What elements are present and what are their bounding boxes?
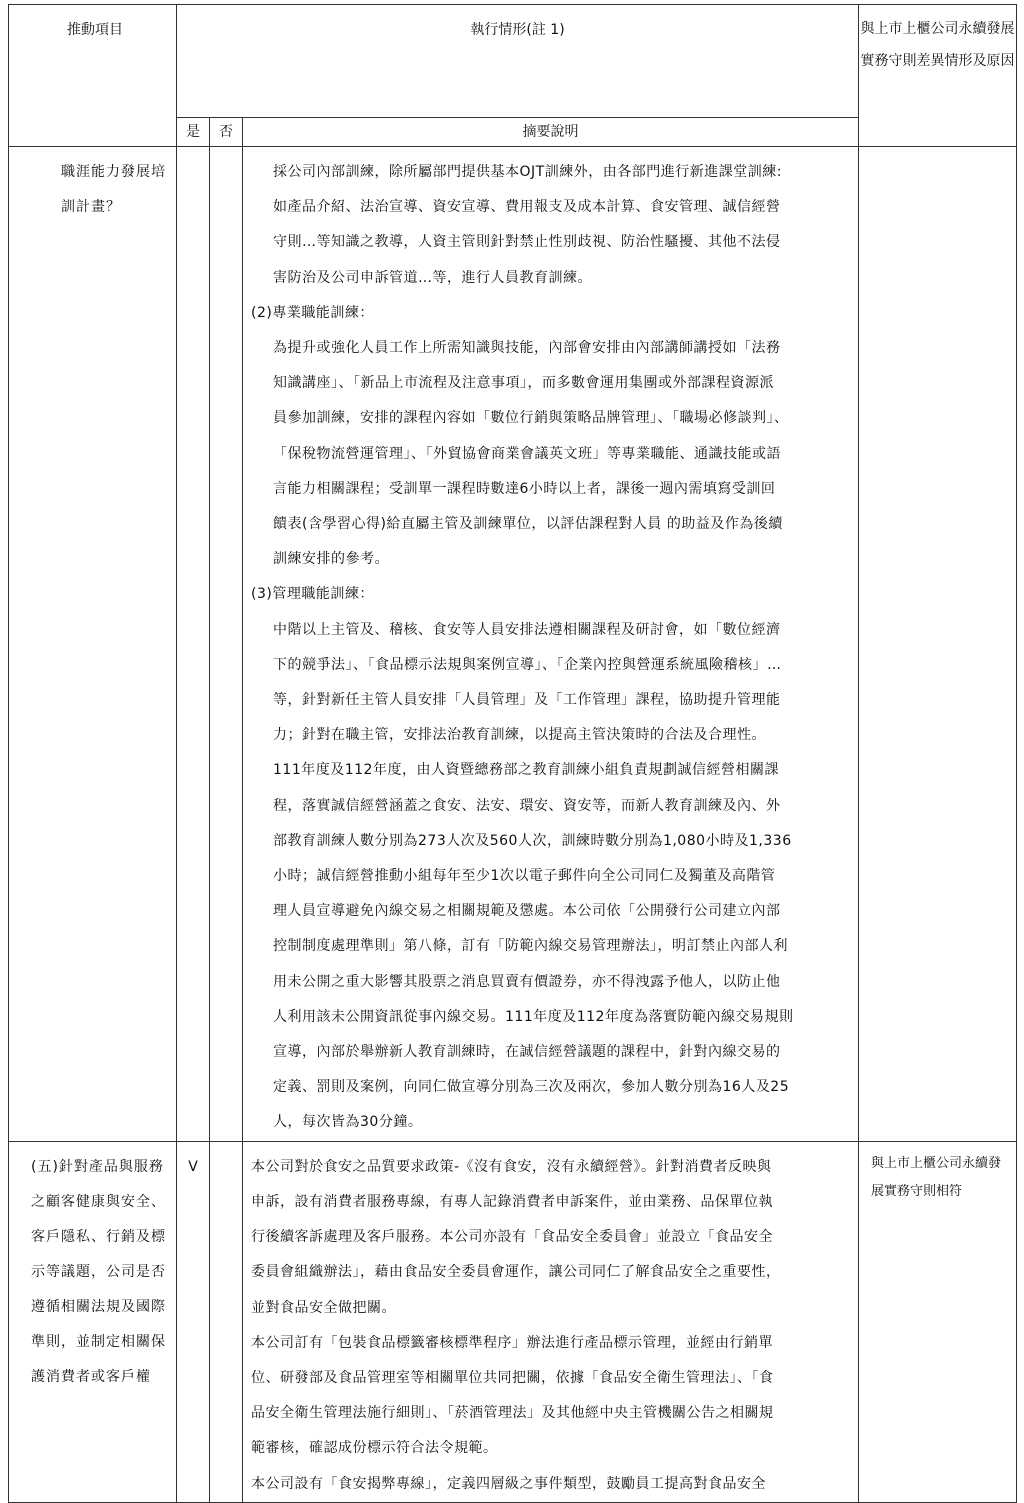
description-line: 守則…等知識之教導，人資主管則針對禁止性別歧視、防治性騷擾、其他不法侵 (273, 234, 781, 251)
description-line: 程，落實誠信經營涵蓋之食安、法安、環安、資安等，而新人教育訓練及內、外 (273, 797, 781, 814)
description-line: 「保稅物流營運管理」、「外貿協會商業會議英文班」等專業職能、通識技能或語 (273, 445, 781, 462)
row2-no (210, 1141, 243, 1502)
description-line: 力；針對在職主管，安排法治教育訓練，以提高主管決策時的合法及合理性。 (273, 727, 766, 744)
header-yes: 是 (177, 118, 210, 147)
description-line: 理人員宣導避免內線交易之相關規範及懲處。本公司依「公開發行公司建立內部 (273, 903, 781, 920)
table-row (9, 1141, 1017, 1502)
description-line: 中階以上主管及、稽核、食安等人員安排法遵相關課程及研討會，如「數位經濟 (273, 621, 781, 638)
description-line: 人，每次皆為30分鐘。 (273, 1114, 423, 1131)
description-line: 等，針對新任主管人員安排「人員管理」及「工作管理」課程，協助提升管理能 (273, 692, 781, 709)
description-line: 員參加訓練，安排的課程內容如「數位行銷與策略品牌管理」、「職場必修談判」、 (273, 410, 789, 427)
header-item (9, 5, 177, 147)
description-line: 饋表(含學習心得)給直屬主管及訓練單位，以評估課程對人員 的助益及作為後續 (273, 516, 783, 533)
description-line: 採公司內部訓練，除所屬部門提供基本OJT訓練外，由各部門進行新進課堂訓練: (273, 164, 782, 180)
header-item-label: 推動項目 (67, 22, 123, 38)
row1-difference (859, 147, 1017, 1142)
header-execution-label: 執行情形(註 1) (470, 22, 565, 38)
description-line: 小時；誠信經營推動小組每年至少1次以電子郵件向全公司同仁及獨董及高階管 (273, 868, 776, 885)
description-line: 本公司對於食安之品質要求政策-《沒有食安，沒有永續經營》。針對消費者反映與 (251, 1158, 772, 1175)
description-line: 範審核，確認成份標示符合法令規範。 (251, 1440, 498, 1457)
header-difference: 與上市上櫃公司永續發展實務守則差異情形及原因 (859, 5, 1017, 147)
row1-item-text: 職涯能力發展培訓計畫？ (61, 164, 166, 215)
description-line: 本公司設有「食安揭弊專線」，定義四層級之事件類型，鼓勵員工提高對食品安全 (251, 1475, 766, 1492)
header-summary: 摘要說明 (243, 118, 859, 147)
description-line: 委員會組織辦法」，藉由食品安全委員會運作，讓公司同仁了解食品安全之重要性， (251, 1264, 781, 1281)
description-line: 行後續客訴處理及客戶服務。本公司亦設有「食品安全委員會」並設立「食品安全 (251, 1229, 773, 1246)
description-line: 知識講座」、「新品上市流程及注意事項」，而多數會運用集團或外部課程資源派 (273, 375, 774, 392)
header-execution (177, 5, 859, 118)
governance-table (8, 4, 1017, 1503)
description-line: 申訴，設有消費者服務專線，有專人記錄消費者申訴案件，並由業務、品保單位執 (251, 1193, 773, 1210)
row2-description (243, 1141, 859, 1502)
table-row (9, 147, 1017, 1142)
description-line: 並對食品安全做把關。 (251, 1299, 396, 1316)
description-line: 定義、罰則及案例，向同仁做宣導分別為三次及兩次，參加人數分別為16人及25 (273, 1079, 790, 1096)
row2-difference: 與上市上櫃公司永續發展實務守則相符 (859, 1141, 1017, 1502)
description-line: (2)專業職能訓練： (251, 304, 374, 321)
description-line: 人利用該未公開資訊從事內線交易。111年度及112年度為落實防範內線交易規則 (273, 1008, 794, 1025)
description-line: 品安全衛生管理法施行細則」、「菸酒管理法」及其他經中央主管機關公告之相關規 (251, 1405, 774, 1422)
description-line: 言能力相關課程；受訓單一課程時數達6小時以上者，課後一週內需填寫受訓回 (273, 480, 776, 497)
description-line: 下的競爭法」、「食品標示法規與案例宣導」、「企業內控與營運系統風險稽核」… (273, 656, 782, 673)
description-line: 如產品介紹、法治宣導、資安宣導、費用報支及成本計算、食安管理、誠信經營 (273, 199, 781, 216)
description-line: 本公司訂有「包裝食品標籤審核標準程序」辦法進行產品標示管理，並經由行銷單 (251, 1334, 773, 1351)
row2-item-text: (五)針對產品與服務之顧客健康與安全、客戶隱私、行銷及標示等議題，公司是否遵循相關法規及國際準則，並制定相關保護消費者或客戶權 (31, 1158, 166, 1385)
description-line: 部教育訓練人數分別為273人次及560人次，訓練時數分別為1,080小時及1,336 (273, 832, 792, 849)
description-line: 訓練安排的參考。 (273, 551, 389, 568)
description-line: (3)管理職能訓練： (251, 586, 374, 603)
row1-item (9, 147, 177, 1142)
row2-item (9, 1141, 177, 1502)
description-line: 111年度及112年度，由人資暨總務部之教育訓練小組負責規劃誠信經營相關課 (273, 762, 779, 779)
description-line: 用未公開之重大影響其股票之消息買賣有價證券，亦不得洩露予他人，以防止他 (273, 973, 781, 990)
description-line: 害防治及公司申訴管道…等，進行人員教育訓練。 (273, 269, 592, 286)
row2-yes: V (177, 1141, 210, 1502)
row1-yes (177, 147, 210, 1142)
description-line: 位、研發部及食品管理室等相關單位共同把關，依據「食品安全衛生管理法」、「食 (251, 1369, 774, 1386)
header-no: 否 (210, 118, 243, 147)
row1-description (243, 147, 859, 1142)
description-line: 為提升或強化人員工作上所需知識與技能，內部會安排由內部講師講授如「法務 (273, 340, 781, 357)
row1-no (210, 147, 243, 1142)
description-line: 控制制度處理準則」第八條，訂有「防範內線交易管理辦法」，明訂禁止內部人利 (273, 938, 788, 955)
description-line: 宣導，內部於舉辦新人教育訓練時，在誠信經營議題的課程中，針對內線交易的 (273, 1044, 781, 1061)
